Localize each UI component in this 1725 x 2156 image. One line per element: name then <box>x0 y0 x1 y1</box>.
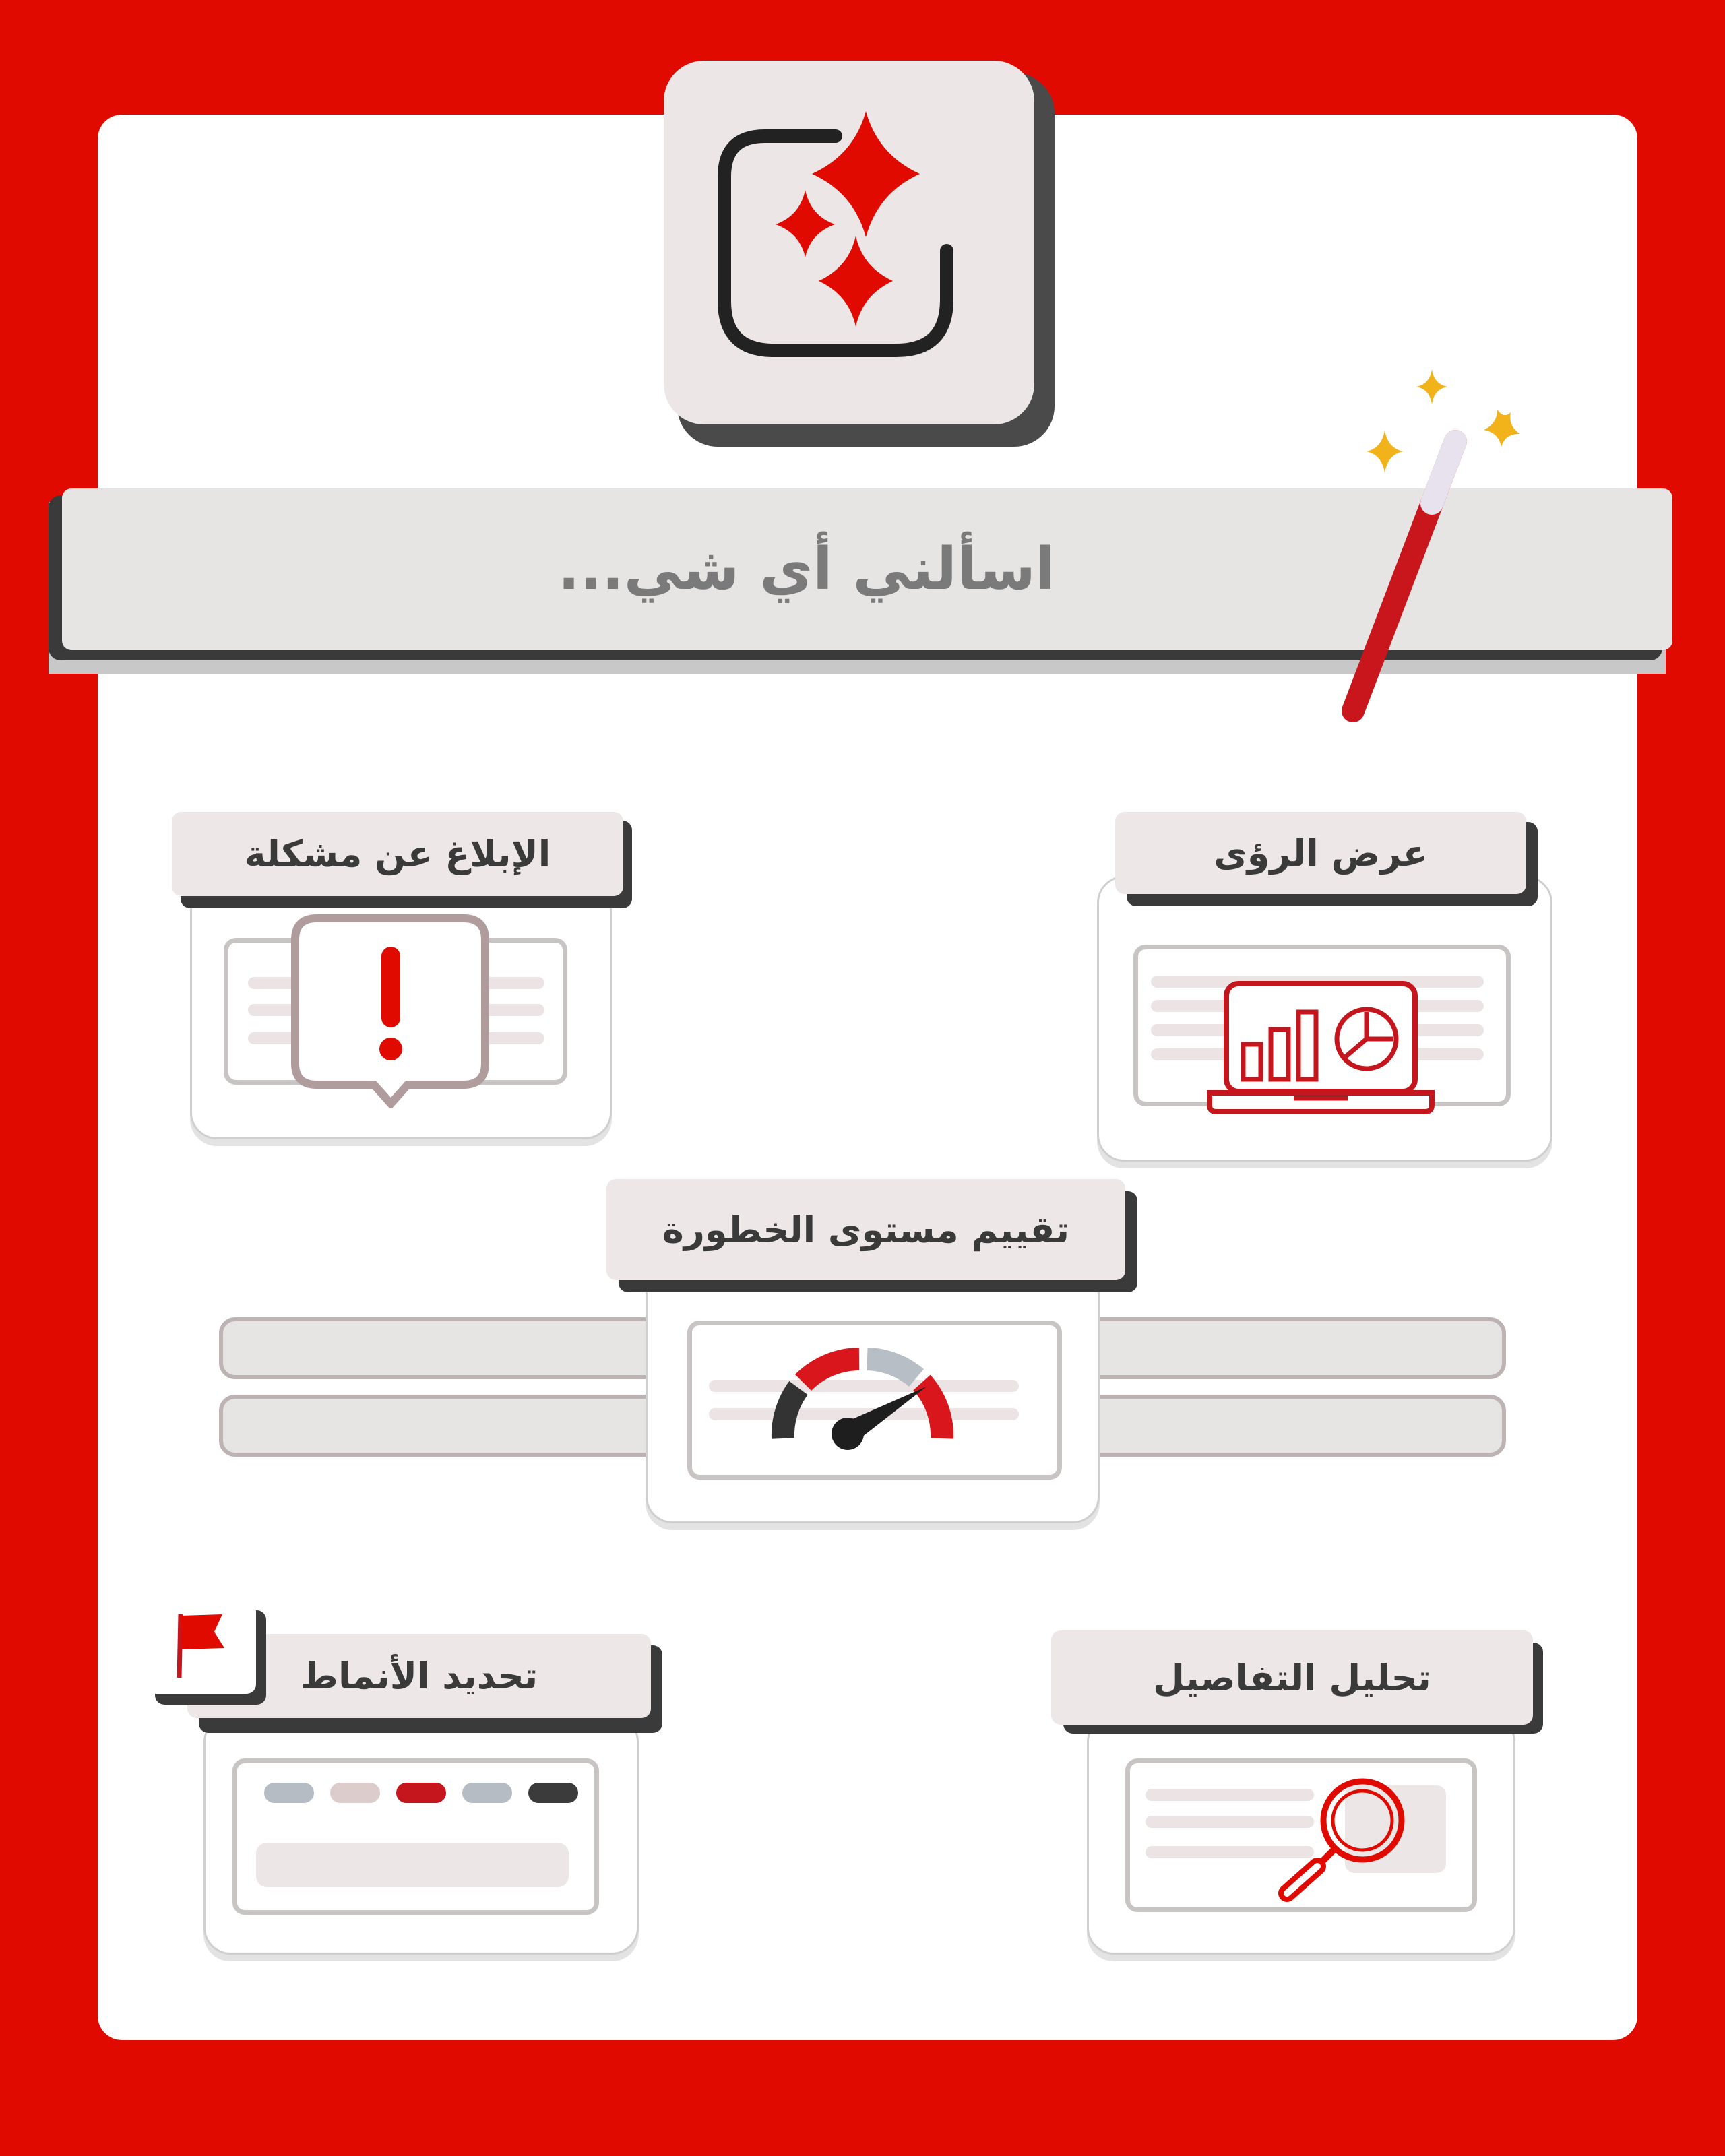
view-insights-text: عرض الرؤى <box>1214 831 1428 875</box>
identify-patterns-frame <box>232 1758 599 1915</box>
flag-badge <box>147 1602 256 1694</box>
magnifier-icon <box>1274 1772 1422 1907</box>
pattern-pill <box>462 1783 512 1803</box>
report-issue-text: الإبلاغ عن مشكلة <box>244 833 551 875</box>
sparkles-icon <box>664 61 1034 424</box>
pattern-bar <box>256 1843 569 1887</box>
risk-level-label <box>606 1179 1125 1280</box>
flag-icon <box>147 1602 256 1694</box>
prompt-text: اسألني أي شي... <box>557 536 1056 603</box>
laptop-chart-icon <box>1206 977 1435 1118</box>
view-insights-label <box>1115 812 1526 894</box>
alert-icon <box>290 913 492 1108</box>
pattern-pill <box>528 1783 578 1803</box>
identify-patterns-text: تحديد الأنماط <box>300 1655 538 1697</box>
speedometer-icon <box>761 1341 964 1455</box>
app-logo <box>664 61 1034 424</box>
analyze-details-text: تحليل التفاصيل <box>1153 1656 1431 1699</box>
pattern-pill <box>330 1783 380 1803</box>
pattern-pill <box>264 1783 314 1803</box>
report-issue-label <box>172 812 623 896</box>
pattern-pill <box>396 1783 446 1803</box>
magic-wand-icon <box>1334 357 1536 734</box>
risk-level-text: تقييم مستوى الخطورة <box>662 1208 1070 1251</box>
analyze-details-label <box>1051 1630 1533 1725</box>
